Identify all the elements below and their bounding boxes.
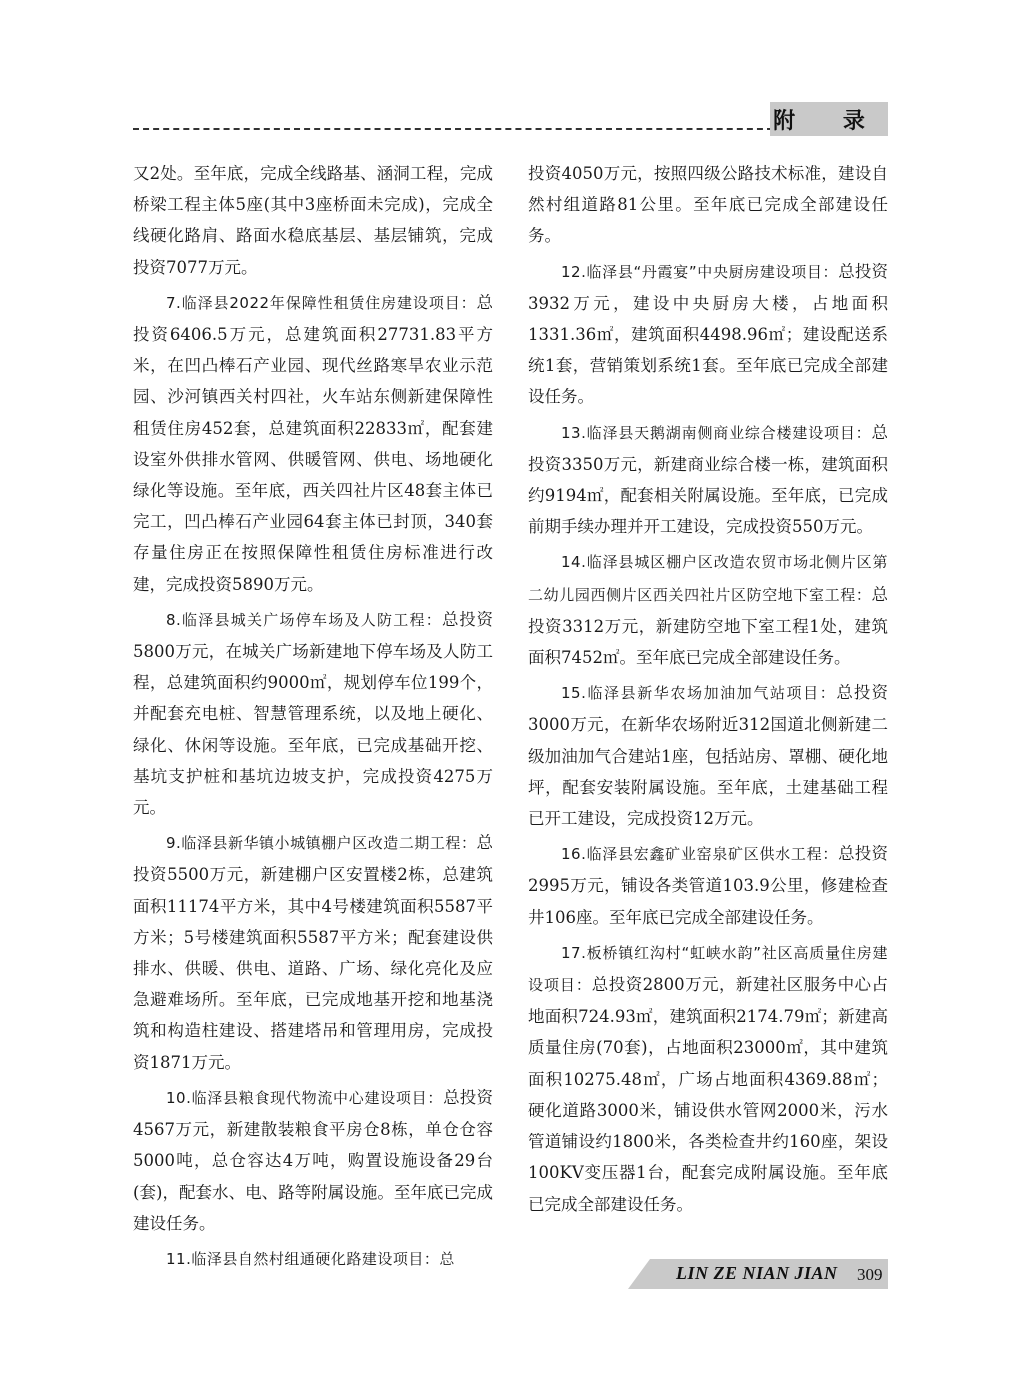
paragraph — [528, 677, 888, 834]
paragraph — [528, 546, 888, 673]
left-column — [133, 158, 493, 1279]
item-body: 总投资6406.5万元，总建筑面积27731.83平方米，在凹凸棒石产业园、现代丝路寒旱农业示范园、沙河镇西关村四社，火车站东侧新建保障性租赁住房452套，总建筑面积22833㎡，配套建设室外供排水管网、供暖管网、供电、场地硬化绿化等设施。至年底，西关四社片区48套主体已完工，凹凸棒石产业园64套主体已封顶，340套存量住房正在按照保障性租赁住房标准进行改建，完成投资5890万元。 — [133, 292, 493, 594]
item-title: 7.临泽县2022年保障性租赁住房建设项目： — [166, 293, 477, 312]
paragraph — [133, 827, 493, 1078]
paragraph — [528, 256, 888, 413]
item-title: 17.板桥镇红沟村“虹峡水韵”社区高质量住房建设项目： — [528, 943, 888, 995]
item-body: 总投资3350万元，新建商业综合楼一栋，建筑面积约9194㎡，配套相关附属设施。至年底，已完成前期手续办理并开工建设，完成投资550万元。 — [528, 422, 888, 537]
item-title: 16.临泽县宏鑫矿业窑泉矿区供水工程： — [561, 845, 839, 864]
paragraph: 又2处。至年底，完成全线路基、涵洞工程，完成桥梁工程主体5座(其中3座桥面未完成)，完成全线硬化路肩、路面水稳底基层、基层铺筑，完成投资7077万元。 — [133, 164, 493, 277]
section-title: 附 录 — [770, 102, 888, 136]
page-number: 309 — [857, 1265, 883, 1284]
item-title: 13.临泽县天鹅湖南侧商业综合楼建设项目： — [561, 423, 872, 442]
item-title: 10.临泽县粮食现代物流中心建设项目： — [166, 1088, 444, 1107]
paragraph — [528, 417, 888, 543]
header-rule — [133, 128, 773, 130]
item-body: 总投资3312万元，新建防空地下室工程1处，建筑面积7452㎡。至年底已完成全部建设任务。 — [528, 584, 888, 668]
item-body: 总投资5800万元，在城关广场新建地下停车场及人防工程，总建筑面积约9000㎡，规划停车位199个，并配套充电桩、智慧管理系统，以及地上硬化、绿化、休闲等设施。至年底，已完成基础开挖、基坑支护桩和基坑边坡支护，完成投资4275万元。 — [133, 609, 493, 818]
item-title: 8.临泽县城关广场停车场及人防工程： — [166, 610, 442, 629]
paragraph — [133, 1082, 493, 1239]
item-body: 总投资4567万元，新建散装粮食平房仓8栋，单仓仓容5000吨，总仓容达4万吨，购置设施设备29台(套)，配套水、电、路等附属设施。至年底已完成建设任务。 — [133, 1087, 493, 1233]
item-title: 14.临泽县城区棚户区改造农贸市场北侧片区第二幼儿园西侧片区西关四社片区防空地下室工程： — [528, 553, 888, 604]
item-body: 总投资2800万元，新建社区服务中心占地面积724.93㎡，建筑面积2174.79㎡；新建高质量住房(70套)，占地面积23000㎡，其中建筑面积10275.48㎡，广场占地面积4369.88㎡；硬化道路3000米，铺设供水管网2000米，污水管道铺设约1800米，各类检查井约160座，架设100KV变压器1台，配套完成附属设施。至年底已完成全部建设任务。 — [528, 975, 888, 1214]
item-body: 总投资3000万元，在新华农场附近312国道北侧新建二级加油加气合建站1座，包括站房、罩棚、硬化地坪，配套安装附属设施。至年底，土建基础工程已开工建设，完成投资12万元。 — [528, 683, 889, 829]
paragraph — [528, 838, 888, 933]
right-column — [528, 158, 888, 1224]
item-title: 9.临泽县新华镇小城镇棚户区改造二期工程： — [166, 834, 477, 853]
item-body: 总投资3932万元，建设中央厨房大楼，占地面积1331.36㎡，建筑面积4498.96㎡；建设配送系统1套，营销策划系统1套。至年底已完成全部建设任务。 — [528, 261, 888, 407]
paragraph — [133, 604, 493, 823]
running-title: LIN ZE NIAN JIAN — [676, 1263, 838, 1283]
paragraph: 投资4050万元，按照四级公路技术标准，建设自然村组道路81公里。至年底已完成全部建设任务。 — [528, 164, 888, 246]
item-body: 总投资2995万元，铺设各类管道103.9公里，修建检查井106座。至年底已完成全部建设任务。 — [528, 844, 888, 927]
item-body: 总投资5500万元，新建棚户区安置楼2栋，总建筑面积11174平方米，其中4号楼建筑面积5587平方米；5号楼建筑面积5587平方米；配套建设供排水、供暖、供电、道路、广场、绿化亮化及应急避难场所。至年底，已完成地基开挖和地基浇筑和构造柱建设、搭建塔吊和管理用房，完成投资1871万元。 — [133, 833, 493, 1072]
paragraph — [133, 287, 493, 600]
paragraph — [133, 1243, 493, 1275]
paragraph — [528, 937, 888, 1220]
item-title: 11.临泽县自然村组通硬化路建设项目：总 — [166, 1249, 455, 1268]
item-title: 15.临泽县新华农场加油加气站项目： — [561, 684, 837, 703]
item-title: 12.临泽县“丹霞宴”中央厨房建设项目： — [561, 262, 839, 281]
